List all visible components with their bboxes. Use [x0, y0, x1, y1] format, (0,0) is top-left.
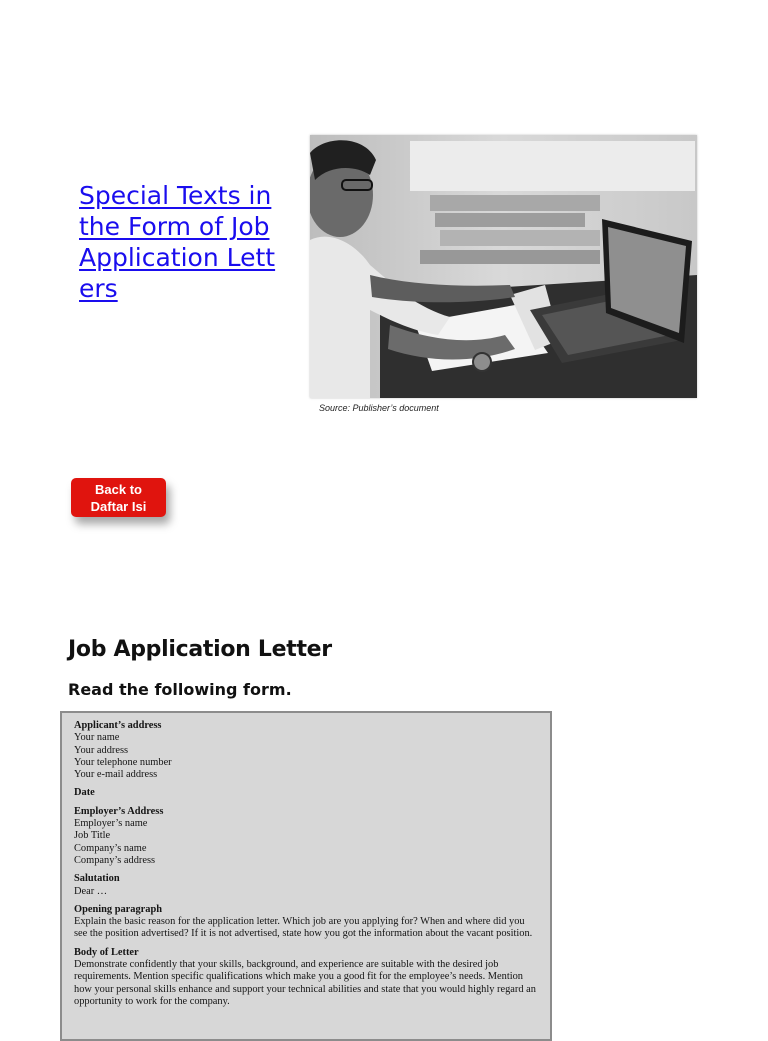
form-section-body [74, 947, 540, 1008]
section-title: Job Application Letter [68, 637, 332, 662]
photo-man-writing-at-laptop [310, 135, 697, 398]
form-line: Your telephone number [74, 756, 172, 768]
back-button-label-line1: Back to [95, 482, 142, 497]
form-section-opening [74, 904, 540, 941]
form-section-salutation [74, 873, 540, 898]
form-heading: Date [74, 787, 95, 799]
form-line: Company’s address [74, 854, 156, 866]
form-heading: Body of Letter [74, 946, 139, 958]
form-paragraph: Demonstrate confidently that your skills, background, and experience are suitable with the desired job requirements. Mention specific qualifications which make you a good fit for the employee’s needs. Mention how your personal skills enhance and support your technical abilities and state that you would highly regard an opportunity to work for the company. [74, 959, 536, 1007]
form-line: Your e-mail address [74, 769, 158, 781]
photo-caption: Source: Publisher’s document [319, 403, 439, 413]
form-paragraph: Explain the basic reason for the application letter. Which job are you applying for? When and where did you see the position advertised? If it is not advertised, state how you got the information about the vacant position. [74, 916, 533, 940]
form-heading: Salutation [74, 873, 120, 885]
form-section-date [74, 787, 540, 799]
form-line: Your name [74, 732, 120, 744]
section-intro: Read the following form. [68, 680, 292, 699]
application-letter-form [60, 711, 552, 1041]
form-heading: Opening paragraph [74, 903, 163, 915]
form-heading: Employer’s Address [74, 805, 164, 817]
form-line: Company’s name [74, 842, 147, 854]
form-line: Dear … [74, 885, 108, 897]
back-button-label-line2: Daftar Isi [90, 499, 147, 514]
form-section-applicant [74, 720, 540, 781]
form-line: Job Title [74, 830, 111, 842]
form-heading: Applicant’s address [74, 720, 162, 731]
form-line: Employer’s name [74, 818, 148, 830]
chapter-title-link[interactable]: Special Texts in the Form of Job Application Letters [79, 181, 276, 303]
back-to-daftar-isi-button[interactable] [71, 478, 166, 517]
form-line: Your address [74, 744, 129, 756]
form-section-employer [74, 806, 540, 867]
